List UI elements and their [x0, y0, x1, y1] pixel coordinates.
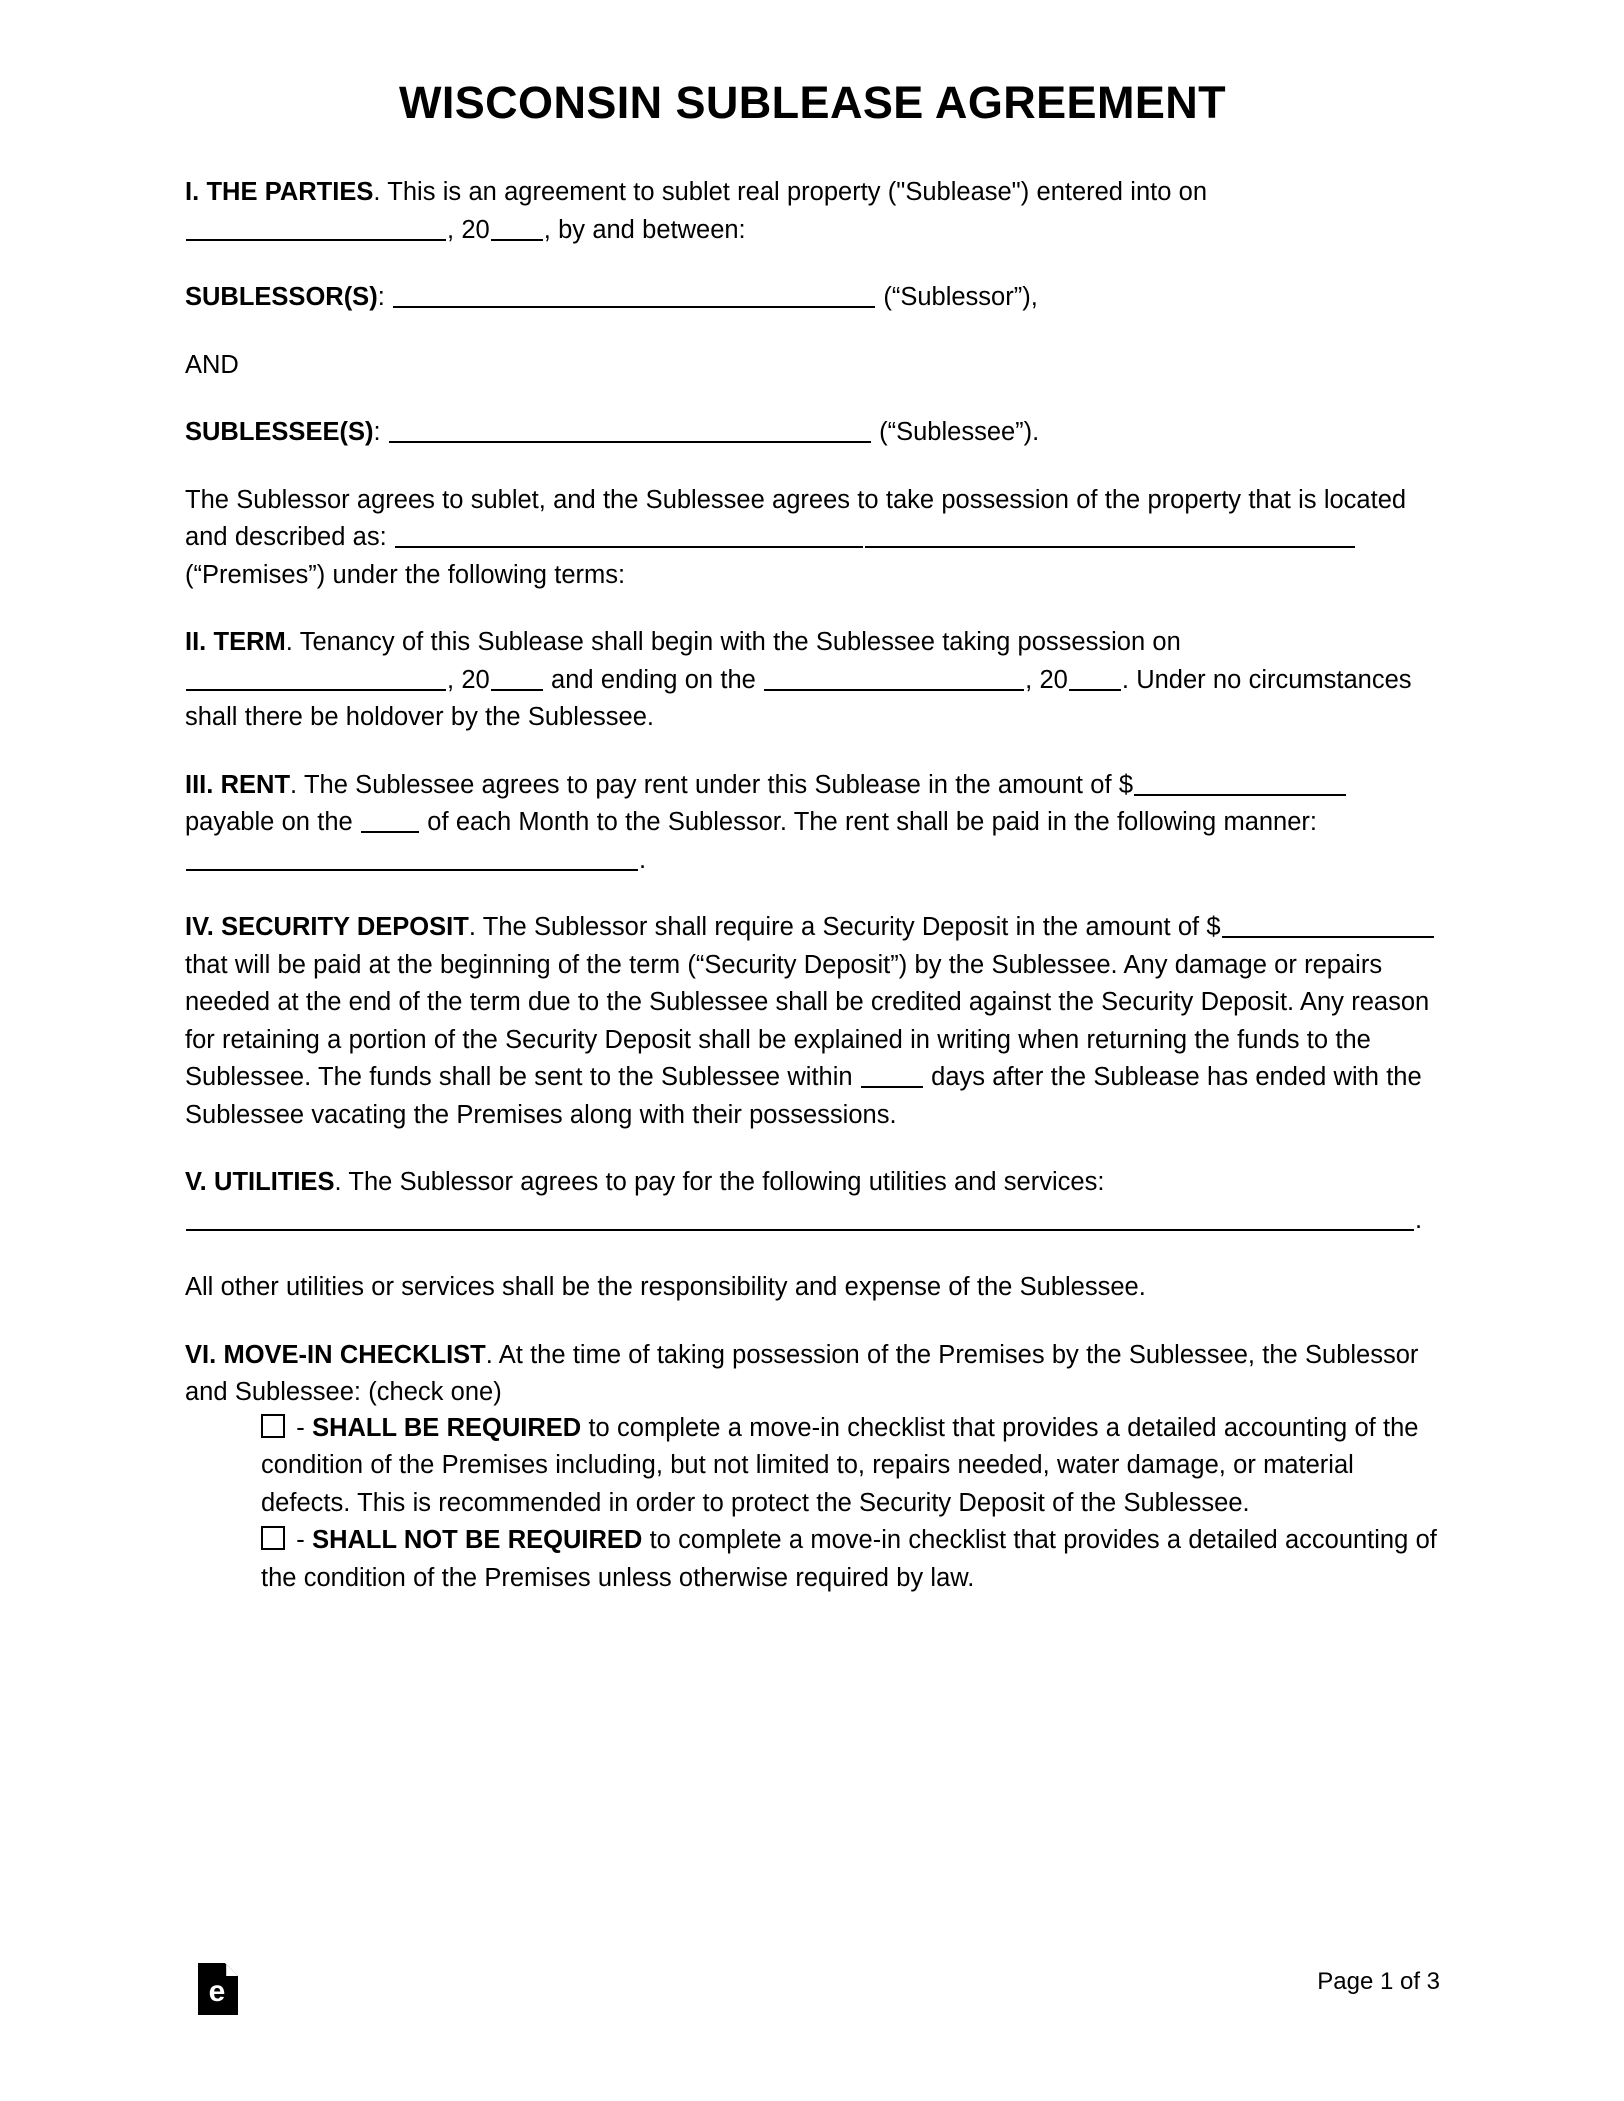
rent-text-1: . The Sublessee agrees to pay rent under this Sublease in the amount of $	[290, 770, 1134, 799]
sublessee-label: SUBLESSEE(S)	[185, 418, 374, 447]
section-heading-term: II. TERM	[185, 628, 286, 657]
premises-description	[185, 482, 1440, 595]
term-text-5: . Under no circumstances shall there be holdover by the Sublessee.	[185, 665, 1412, 732]
section-utilities	[185, 1164, 1440, 1239]
sublessor-name-blank[interactable]	[393, 284, 875, 308]
rent-text-4: .	[639, 845, 647, 874]
rent-due-day-blank[interactable]	[361, 809, 419, 833]
sublessee-line	[185, 414, 1440, 452]
sublessor-colon: :	[377, 283, 393, 312]
term-end-year-blank[interactable]	[1069, 667, 1121, 691]
section-security-deposit	[185, 909, 1440, 1134]
sublessee-tag: (“Sublessee”).	[871, 418, 1040, 447]
security-deposit-text-3: days after the Sublease has ended with the Sublessee vacating the Premises along with their possessions.	[185, 1063, 1422, 1129]
rent-text-3: of each Month to the Sublessor. The rent shall be paid in the following manner:	[420, 808, 1317, 837]
parties-date-blank[interactable]	[186, 217, 446, 241]
checkbox-shall-not-be-required[interactable]	[261, 1526, 285, 1550]
document-body	[185, 78, 1440, 1627]
section-parties	[185, 174, 1440, 249]
section-heading-security-deposit: IV. SECURITY DEPOSIT	[185, 913, 469, 942]
premises-blank-2[interactable]	[865, 524, 1355, 548]
sublessee-colon: :	[373, 418, 388, 447]
premises-text-1: The Sublessor agrees to sublet, and the Sublessee agrees to take possession of the property that is located and described as:	[185, 485, 1407, 552]
term-text-3: and ending on the	[543, 665, 764, 694]
other-utilities-note: All other utilities or services shall be the responsibility and expense of the Sublessee.	[185, 1273, 1146, 1302]
move-in-checklist-text-1: . At the time of taking possession of the Premises by the Sublessee, the Sublessor and Sublessee: (check one)	[185, 1340, 1419, 1407]
page-footer	[0, 1955, 1624, 2075]
parties-text-2: , 20	[447, 215, 490, 244]
page-number: Page 1 of 3	[1317, 1968, 1440, 1995]
page-title: WISCONSIN SUBLEASE AGREEMENT	[398, 77, 1227, 128]
rent-manner-blank[interactable]	[186, 847, 638, 871]
security-deposit-text-2: that will be paid at the beginning of the term (“Security Deposit”) by the Sublessee. Any damage or repairs needed at the end of the term due to the Sublessee shall be credited against the Security Deposit. Any reason for retaining a portion of the Security Deposit shall be explained in writing when returning the funds to the Sublessee. The funds shall be sent to the Sublessee within	[185, 950, 1430, 1092]
option-2-bold-label: SHALL NOT BE REQUIRED	[312, 1526, 643, 1555]
section-rent	[185, 767, 1440, 880]
security-deposit-return-days-blank[interactable]	[861, 1064, 923, 1088]
sublessee-name-blank[interactable]	[389, 419, 871, 443]
term-end-date-blank[interactable]	[764, 667, 1024, 691]
security-deposit-amount-blank[interactable]	[1222, 914, 1434, 938]
premises-text-2: (“Premises”) under the following terms:	[185, 560, 626, 589]
checklist-option-required	[185, 1410, 1440, 1523]
section-heading-utilities: V. UTILITIES	[185, 1168, 335, 1197]
section-heading-rent: III. RENT	[185, 770, 291, 799]
term-start-year-blank[interactable]	[491, 667, 543, 691]
and-connector: AND	[185, 350, 239, 379]
eforms-logo-icon	[198, 1963, 238, 2015]
security-deposit-text-1: . The Sublessor shall require a Security Deposit in the amount of $	[468, 913, 1221, 942]
utilities-text-1: . The Sublessor agrees to pay for the following utilities and services:	[334, 1168, 1105, 1197]
parties-year-blank[interactable]	[491, 217, 543, 241]
checklist-option-not-required	[185, 1522, 1440, 1597]
option-2-text: to complete a move-in checklist that provides a detailed accounting of the condition of the Premises unless otherwise required by law.	[261, 1526, 1437, 1592]
section-heading-parties: I. THE PARTIES	[185, 178, 374, 207]
term-text-1: . Tenancy of this Sublease shall begin with the Sublessee taking possession on	[285, 628, 1181, 657]
checkbox-shall-be-required[interactable]	[261, 1414, 285, 1438]
premises-blank-1[interactable]	[395, 524, 863, 548]
sublessor-tag: (“Sublessor”),	[876, 283, 1038, 312]
option-2-dash: -	[289, 1526, 313, 1555]
section-move-in-checklist	[185, 1337, 1440, 1412]
utilities-blank[interactable]	[186, 1207, 1414, 1231]
term-start-date-blank[interactable]	[186, 667, 446, 691]
utilities-text-2: .	[1415, 1205, 1423, 1234]
rent-text-2: payable on the	[185, 808, 360, 837]
sublessor-label: SUBLESSOR(S)	[185, 283, 378, 312]
section-term	[185, 624, 1440, 737]
svg-text:e: e	[208, 1975, 226, 2008]
option-1-text: to complete a move-in checklist that provides a detailed accounting of the condition of the Premises including, but not limited to, repairs needed, water damage, or material defects. This is recommended in order to protect the Security Deposit of the Sublessee.	[261, 1413, 1419, 1517]
parties-text-3: , by and between:	[543, 215, 746, 244]
option-1-bold-label: SHALL BE REQUIRED	[312, 1413, 582, 1442]
term-text-4: , 20	[1025, 665, 1068, 694]
parties-text-1: . This is an agreement to sublet real property ("Sublease") entered into on	[373, 178, 1208, 207]
section-heading-move-in-checklist: VI. MOVE-IN CHECKLIST	[185, 1340, 486, 1369]
rent-amount-blank[interactable]	[1134, 772, 1346, 796]
term-text-2: , 20	[447, 665, 490, 694]
option-1-dash: -	[289, 1413, 313, 1442]
sublessor-line	[185, 279, 1440, 317]
